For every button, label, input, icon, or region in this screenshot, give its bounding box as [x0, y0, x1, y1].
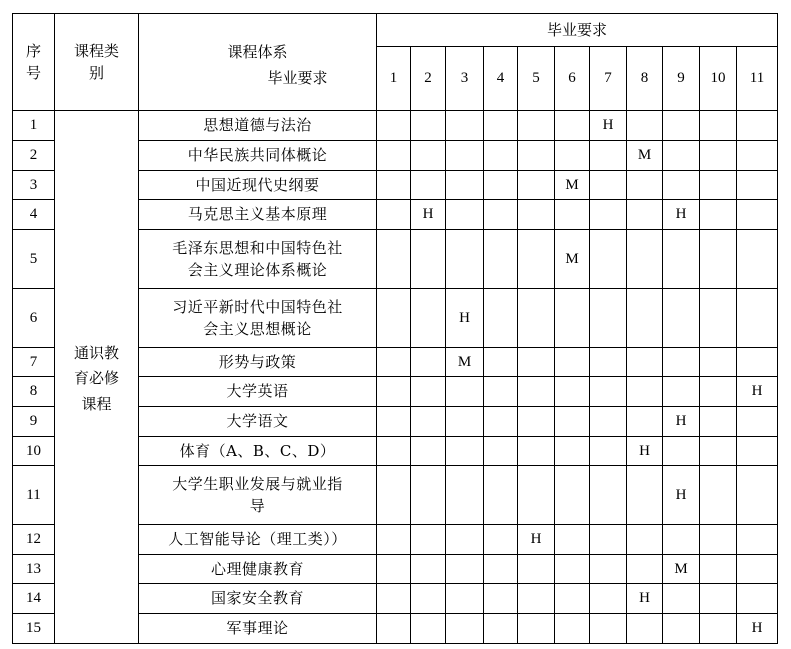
requirement-mark-9: H — [663, 200, 700, 230]
requirement-mark-5 — [518, 200, 555, 230]
category-cell — [55, 111, 139, 644]
course-name-line1: 大学生职业发展与就业指 — [172, 474, 343, 493]
requirement-mark-11 — [737, 584, 778, 614]
requirement-mark-4 — [484, 348, 518, 377]
requirement-mark-8: H — [627, 584, 663, 614]
requirement-mark-4 — [484, 437, 518, 466]
requirement-mark-7 — [590, 437, 627, 466]
requirement-number-8: 8 — [627, 47, 663, 111]
requirement-mark-3 — [446, 230, 484, 289]
requirement-number-11: 11 — [737, 47, 778, 111]
requirement-mark-2 — [411, 555, 446, 584]
requirement-mark-2 — [411, 525, 446, 555]
requirement-mark-11 — [737, 437, 778, 466]
requirement-number-6: 6 — [555, 47, 590, 111]
requirement-mark-1 — [377, 377, 411, 407]
requirement-mark-6 — [555, 348, 590, 377]
requirement-mark-1 — [377, 111, 411, 141]
course-name-line2: 会主义思想概论 — [203, 320, 312, 338]
requirement-mark-10 — [700, 200, 737, 230]
requirement-mark-3 — [446, 525, 484, 555]
category-line3: 课程 — [81, 394, 112, 413]
requirement-mark-11 — [737, 111, 778, 141]
requirement-mark-1 — [377, 230, 411, 289]
row-index: 15 — [13, 614, 55, 644]
course-name-line2: 导 — [249, 497, 266, 515]
requirement-mark-6 — [555, 377, 590, 407]
requirement-mark-2 — [411, 171, 446, 200]
requirement-number-3: 3 — [446, 47, 484, 111]
requirement-mark-3 — [446, 200, 484, 230]
requirement-mark-8 — [627, 111, 663, 141]
requirement-mark-9 — [663, 584, 700, 614]
requirement-mark-8 — [627, 525, 663, 555]
requirement-mark-10 — [700, 525, 737, 555]
table-row — [13, 111, 778, 141]
requirement-mark-10 — [700, 555, 737, 584]
requirement-mark-9 — [663, 289, 700, 348]
row-index: 3 — [13, 171, 55, 200]
row-index: 4 — [13, 200, 55, 230]
requirement-mark-11 — [737, 200, 778, 230]
requirement-mark-6 — [555, 289, 590, 348]
requirement-number-7: 7 — [590, 47, 627, 111]
requirement-mark-7 — [590, 289, 627, 348]
requirement-mark-8: M — [627, 141, 663, 171]
requirement-mark-8 — [627, 200, 663, 230]
requirement-mark-9 — [663, 348, 700, 377]
row-index: 13 — [13, 555, 55, 584]
requirements-group-header: 毕业要求 — [377, 14, 778, 47]
requirement-mark-4 — [484, 407, 518, 437]
category-header — [55, 14, 139, 111]
requirement-mark-8 — [627, 377, 663, 407]
course-name-line2: 会主义理论体系概论 — [187, 261, 328, 279]
requirement-mark-2 — [411, 584, 446, 614]
requirement-mark-5 — [518, 377, 555, 407]
row-index: 7 — [13, 348, 55, 377]
requirement-number-1: 1 — [377, 47, 411, 111]
requirement-mark-1 — [377, 584, 411, 614]
requirement-mark-9 — [663, 171, 700, 200]
requirement-mark-3: M — [446, 348, 484, 377]
row-index: 14 — [13, 584, 55, 614]
requirement-mark-5 — [518, 407, 555, 437]
course-name-line1: 毛泽东思想和中国特色社 — [172, 238, 343, 257]
course-system-corner-header — [139, 14, 377, 111]
course-name: 体育（A、B、C、D） — [139, 437, 377, 466]
requirement-mark-2 — [411, 289, 446, 348]
course-name: 国家安全教育 — [139, 584, 377, 614]
requirement-mark-3 — [446, 466, 484, 525]
requirement-mark-4 — [484, 377, 518, 407]
requirement-mark-5: H — [518, 525, 555, 555]
requirement-mark-5 — [518, 230, 555, 289]
requirement-mark-7 — [590, 230, 627, 289]
requirement-mark-11 — [737, 525, 778, 555]
requirement-mark-1 — [377, 555, 411, 584]
requirement-mark-7: H — [590, 111, 627, 141]
requirement-number-9: 9 — [663, 47, 700, 111]
course-name: 中国近现代史纲要 — [139, 171, 377, 200]
requirement-mark-8 — [627, 407, 663, 437]
requirement-mark-2 — [411, 141, 446, 171]
requirement-mark-11 — [737, 141, 778, 171]
requirement-mark-2 — [411, 348, 446, 377]
requirement-mark-9 — [663, 230, 700, 289]
requirement-mark-5 — [518, 289, 555, 348]
requirement-mark-3 — [446, 584, 484, 614]
requirement-mark-10 — [700, 584, 737, 614]
requirement-mark-7 — [590, 466, 627, 525]
requirement-mark-4 — [484, 141, 518, 171]
course-name — [139, 230, 377, 289]
requirement-mark-6 — [555, 437, 590, 466]
requirement-mark-1 — [377, 466, 411, 525]
page — [12, 13, 778, 644]
requirement-mark-2 — [411, 377, 446, 407]
requirement-mark-7 — [590, 171, 627, 200]
requirement-mark-9 — [663, 141, 700, 171]
requirement-mark-10 — [700, 230, 737, 289]
requirement-mark-1 — [377, 348, 411, 377]
requirement-mark-1 — [377, 614, 411, 644]
requirement-mark-4 — [484, 466, 518, 525]
requirement-number-2: 2 — [411, 47, 446, 111]
requirement-mark-4 — [484, 555, 518, 584]
requirement-mark-10 — [700, 614, 737, 644]
requirement-mark-6 — [555, 200, 590, 230]
category-line2: 育必修 — [73, 369, 119, 388]
requirement-mark-11 — [737, 289, 778, 348]
category-line1: 通识教 — [73, 343, 119, 362]
requirement-mark-5 — [518, 348, 555, 377]
requirement-mark-2 — [411, 614, 446, 644]
requirement-mark-4 — [484, 200, 518, 230]
course-name: 形势与政策 — [139, 348, 377, 377]
row-index: 10 — [13, 437, 55, 466]
requirement-mark-6 — [555, 466, 590, 525]
requirement-mark-6 — [555, 555, 590, 584]
requirements-sub-label: 毕业要求 — [267, 69, 328, 87]
requirement-mark-7 — [590, 525, 627, 555]
row-index: 11 — [13, 466, 55, 525]
course-name: 大学语文 — [139, 407, 377, 437]
row-index: 9 — [13, 407, 55, 437]
course-name: 中华民族共同体概论 — [139, 141, 377, 171]
requirement-mark-1 — [377, 437, 411, 466]
requirement-mark-3: H — [446, 289, 484, 348]
requirement-mark-9 — [663, 525, 700, 555]
requirement-mark-6 — [555, 525, 590, 555]
requirement-mark-11 — [737, 171, 778, 200]
requirement-mark-4 — [484, 230, 518, 289]
requirement-mark-10 — [700, 171, 737, 200]
requirement-mark-9: H — [663, 407, 700, 437]
course-name: 马克思主义基本原理 — [139, 200, 377, 230]
requirement-mark-6 — [555, 111, 590, 141]
category-header-line2: 别 — [88, 64, 104, 82]
requirement-mark-10 — [700, 348, 737, 377]
requirement-mark-4 — [484, 584, 518, 614]
row-index: 6 — [13, 289, 55, 348]
requirement-mark-11 — [737, 230, 778, 289]
seq-header-line2: 号 — [25, 64, 41, 82]
row-index: 5 — [13, 230, 55, 289]
requirement-mark-3 — [446, 171, 484, 200]
requirement-mark-4 — [484, 171, 518, 200]
course-name: 大学英语 — [139, 377, 377, 407]
requirement-mark-11 — [737, 466, 778, 525]
requirement-mark-10 — [700, 377, 737, 407]
requirement-mark-8 — [627, 348, 663, 377]
course-name: 军事理论 — [139, 614, 377, 644]
requirement-mark-8: H — [627, 437, 663, 466]
requirement-mark-7 — [590, 377, 627, 407]
requirement-mark-7 — [590, 141, 627, 171]
requirement-number-4: 4 — [484, 47, 518, 111]
requirement-mark-9: H — [663, 466, 700, 525]
requirement-mark-5 — [518, 141, 555, 171]
requirement-mark-7 — [590, 614, 627, 644]
requirement-mark-10 — [700, 111, 737, 141]
course-name: 思想道德与法治 — [139, 111, 377, 141]
requirement-mark-3 — [446, 407, 484, 437]
requirement-mark-1 — [377, 525, 411, 555]
requirement-mark-10 — [700, 141, 737, 171]
requirement-mark-10 — [700, 466, 737, 525]
requirement-mark-5 — [518, 437, 555, 466]
requirement-mark-2 — [411, 407, 446, 437]
requirement-mark-4 — [484, 289, 518, 348]
requirement-mark-6 — [555, 614, 590, 644]
requirement-mark-11: H — [737, 377, 778, 407]
requirement-mark-4 — [484, 614, 518, 644]
course-name-line1: 习近平新时代中国特色社 — [172, 297, 343, 316]
requirement-mark-11 — [737, 407, 778, 437]
requirement-mark-8 — [627, 289, 663, 348]
requirement-mark-2: H — [411, 200, 446, 230]
requirement-mark-6 — [555, 584, 590, 614]
header-row-top — [13, 14, 778, 47]
row-index: 12 — [13, 525, 55, 555]
course-name — [139, 466, 377, 525]
requirement-mark-9 — [663, 437, 700, 466]
category-header-line1: 课程类 — [73, 41, 119, 60]
requirement-number-10: 10 — [700, 47, 737, 111]
requirement-mark-5 — [518, 466, 555, 525]
requirement-mark-1 — [377, 141, 411, 171]
requirement-mark-2 — [411, 230, 446, 289]
requirement-mark-1 — [377, 407, 411, 437]
requirement-mark-10 — [700, 289, 737, 348]
requirement-mark-3 — [446, 614, 484, 644]
requirement-mark-5 — [518, 584, 555, 614]
requirement-mark-8 — [627, 466, 663, 525]
requirement-mark-7 — [590, 584, 627, 614]
requirement-mark-5 — [518, 614, 555, 644]
requirement-mark-8 — [627, 230, 663, 289]
requirement-mark-11 — [737, 348, 778, 377]
requirement-mark-7 — [590, 555, 627, 584]
course-name — [139, 289, 377, 348]
requirement-mark-5 — [518, 555, 555, 584]
course-name: 心理健康教育 — [139, 555, 377, 584]
requirement-mark-6 — [555, 141, 590, 171]
requirement-mark-10 — [700, 407, 737, 437]
requirement-mark-6 — [555, 407, 590, 437]
requirement-mark-3 — [446, 377, 484, 407]
row-index: 1 — [13, 111, 55, 141]
course-name: 人工智能导论（理工类）） — [139, 525, 377, 555]
requirement-mark-2 — [411, 466, 446, 525]
requirement-mark-11 — [737, 555, 778, 584]
requirement-mark-8 — [627, 171, 663, 200]
requirement-number-5: 5 — [518, 47, 555, 111]
requirement-mark-10 — [700, 437, 737, 466]
seq-header — [13, 14, 55, 111]
requirement-mark-7 — [590, 348, 627, 377]
requirement-mark-1 — [377, 289, 411, 348]
requirement-mark-2 — [411, 437, 446, 466]
requirement-mark-3 — [446, 111, 484, 141]
row-index: 8 — [13, 377, 55, 407]
requirement-mark-9 — [663, 111, 700, 141]
requirement-mark-1 — [377, 171, 411, 200]
requirement-mark-7 — [590, 200, 627, 230]
seq-header-line1: 序 — [25, 41, 41, 60]
requirement-mark-3 — [446, 437, 484, 466]
requirement-mark-9 — [663, 614, 700, 644]
requirement-mark-4 — [484, 111, 518, 141]
requirement-mark-9: M — [663, 555, 700, 584]
curriculum-matrix-table — [12, 13, 778, 644]
requirement-mark-8 — [627, 555, 663, 584]
requirement-mark-7 — [590, 407, 627, 437]
requirement-mark-8 — [627, 614, 663, 644]
requirement-mark-5 — [518, 111, 555, 141]
requirement-mark-5 — [518, 171, 555, 200]
requirement-mark-2 — [411, 111, 446, 141]
requirement-mark-3 — [446, 141, 484, 171]
requirement-mark-3 — [446, 555, 484, 584]
course-system-label: 课程体系 — [227, 42, 288, 61]
requirement-mark-11: H — [737, 614, 778, 644]
requirement-mark-1 — [377, 200, 411, 230]
requirement-mark-6: M — [555, 230, 590, 289]
requirement-mark-4 — [484, 525, 518, 555]
requirement-mark-6: M — [555, 171, 590, 200]
requirement-mark-9 — [663, 377, 700, 407]
row-index: 2 — [13, 141, 55, 171]
